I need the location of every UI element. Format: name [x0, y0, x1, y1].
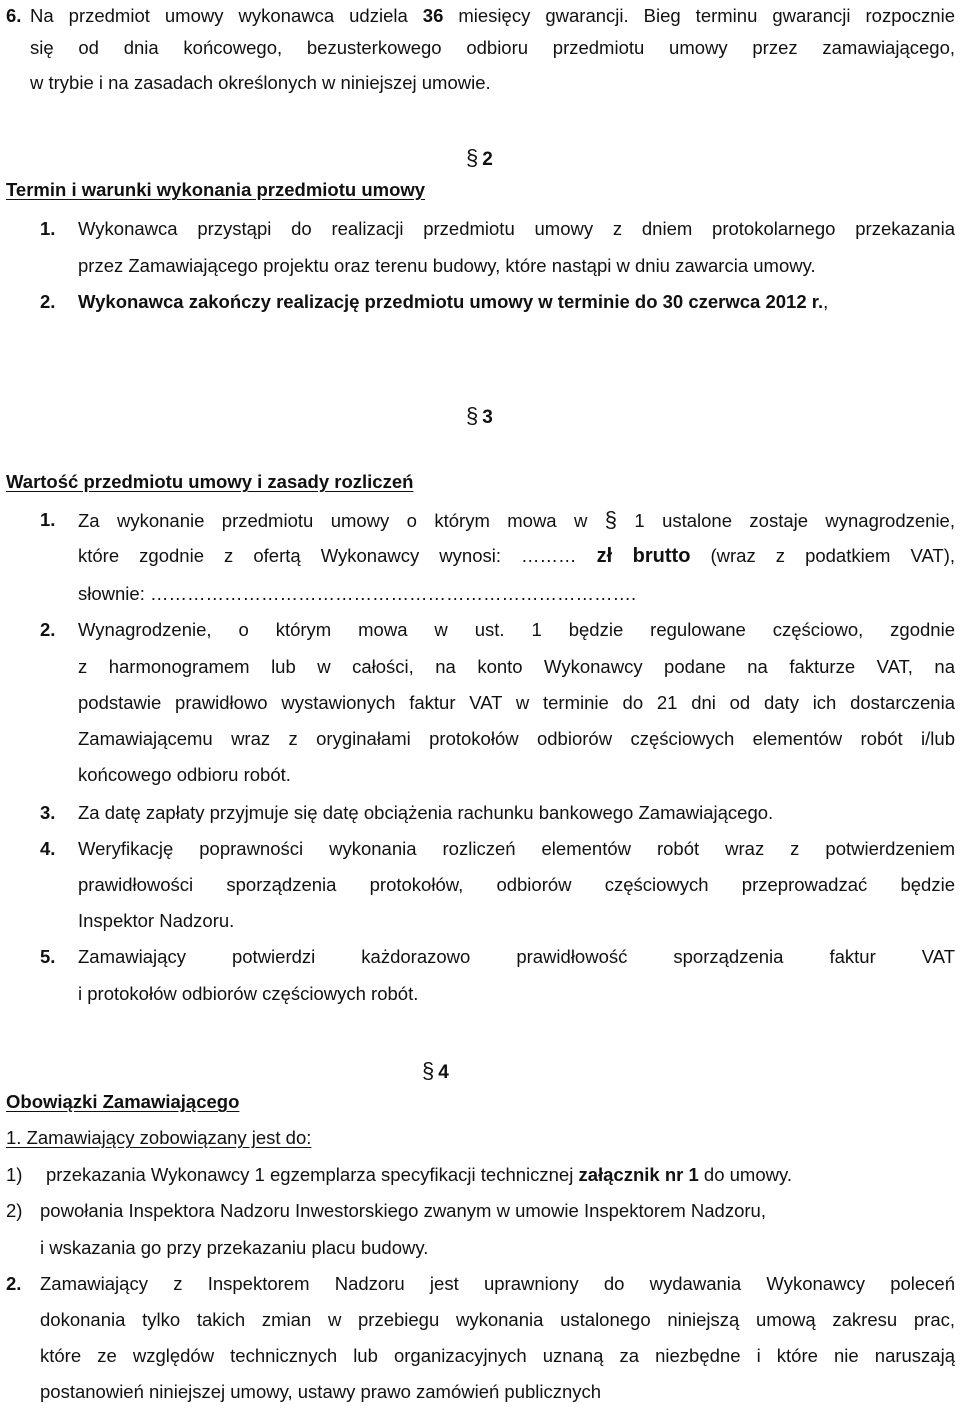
paragraph-sign: §: [604, 507, 617, 532]
section-4-list-1-number: 1): [6, 1164, 23, 1185]
section-4-item-2-number: 2.: [6, 1273, 22, 1294]
section-3-item-5-number: 5.: [40, 946, 56, 967]
section-3-item-4-line-1: Weryfikację poprawności wykonania rozliczeń elementów robót wraz z potwierdzeniem: [78, 838, 955, 859]
section-3-item-2-line-2: z harmonogramem lub w całości, na konto Wykonawcy podane na fakturze VAT, na: [78, 656, 955, 677]
section-4-number: § 4: [422, 1058, 449, 1083]
section-4-list-2-line-1: powołania Inspektora Nadzoru Inwestorskiego zwanym w umowie Inspektorem Nadzoru,: [40, 1200, 766, 1221]
attachment-reference: załącznik nr 1: [578, 1164, 699, 1185]
section-3-item-3: Za datę zapłaty przyjmuje się datę obciążenia rachunku bankowego Zamawiającego.: [78, 802, 774, 823]
section-3-item-4-line-3: Inspektor Nadzoru.: [78, 910, 235, 931]
section-2-item-1-number: 1.: [40, 218, 56, 239]
section-3-item-4-number: 4.: [40, 838, 56, 859]
section-4-list-1: przekazania Wykonawcy 1 egzemplarza specyfikacji technicznej załącznik nr 1 do umowy.: [46, 1164, 793, 1185]
gross-amount-label: zł brutto: [596, 545, 691, 567]
section-4-item-2-line-1: Zamawiający z Inspektorem Nadzoru jest uprawniony do wydawania Wykonawcy poleceń: [40, 1273, 955, 1294]
paragraph-sign: §: [422, 1058, 435, 1083]
section-3-item-5-line-1: Zamawiający potwierdzi każdorazowo prawidłowość sporządzenia faktur VAT: [78, 946, 955, 967]
section-3-item-1-number: 1.: [40, 509, 56, 530]
paragraph-sign: §: [466, 145, 479, 170]
section-3-item-2-number: 2.: [40, 619, 56, 640]
section-4-subheading: 1. Zamawiający zobowiązany jest do:: [6, 1127, 312, 1148]
warranty-months: 36: [422, 5, 444, 26]
section-4-heading: Obowiązki Zamawiającego: [6, 1091, 240, 1112]
section-3-item-3-number: 3.: [40, 802, 56, 823]
section-3-item-1-line-2: które zgodnie z ofertą Wykonawcy wynosi: ……… zł brutto (wraz z podatkiem VAT),: [78, 545, 956, 567]
section-4-item-2-line-4: postanowień niniejszej umowy, ustawy prawo zamówień publicznych: [40, 1381, 602, 1402]
section-4-item-2-line-2: dokonania tylko takich zmian w przebiegu wykonania ustalonego niniejszą umową zakresu prac,: [40, 1309, 955, 1330]
section-3-heading: Wartość przedmiotu umowy i zasady rozliczeń: [6, 471, 414, 492]
section-2-item-2: Wykonawca zakończy realizację przedmiotu umowy w terminie do 30 czerwca 2012 r.,: [78, 291, 829, 312]
section-2-number: § 2: [466, 145, 493, 170]
section-3-item-1-line-3: słownie: …………………………………………………………………….: [78, 583, 637, 604]
item-6-line-2: się od dnia końcowego, bezusterkowego odbioru przedmiotu umowy przez zamawiającego,: [30, 37, 955, 58]
item-6-number: 6.: [6, 5, 22, 26]
section-3-item-5-line-2: i protokołów odbiorów częściowych robót.: [78, 983, 419, 1004]
section-2-item-1-line-1: Wykonawca przystąpi do realizacji przedmiotu umowy z dniem protokolarnego przekazania: [78, 218, 955, 239]
section-4-list-2-line-2: i wskazania go przy przekazaniu placu budowy.: [40, 1237, 429, 1258]
section-2-item-1-line-2: przez Zamawiającego projektu oraz terenu budowy, które nastąpi w dniu zawarcia umowy.: [78, 255, 816, 276]
section-3-number: § 3: [466, 403, 493, 428]
section-3-item-2-line-1: Wynagrodzenie, o którym mowa w ust. 1 będzie regulowane częściowo, zgodnie: [78, 619, 955, 640]
section-4-item-2-line-3: które ze względów technicznych lub organizacyjnych uznaną za niezbędne i które nie naruszają: [40, 1345, 955, 1366]
item-6-line-3: w trybie i na zasadach określonych w niniejszej umowie.: [30, 72, 491, 93]
paragraph-sign: §: [466, 403, 479, 428]
section-3-item-1-line-1: Za wykonanie przedmiotu umowy o którym mowa w § 1 ustalone zostaje wynagrodzenie,: [78, 507, 955, 532]
section-2-item-2-number: 2.: [40, 291, 56, 312]
section-3-item-2-line-3: podstawie prawidłowo wystawionych faktur VAT w terminie do 21 dni od daty ich dostarczenia: [78, 692, 955, 713]
section-2-heading: Termin i warunki wykonania przedmiotu umowy: [6, 179, 426, 200]
item-6-line-1: Na przedmiot umowy wykonawca udziela 36 miesięcy gwarancji. Bieg terminu gwarancji rozpocznie: [30, 5, 955, 26]
section-4-list-2-number: 2): [6, 1200, 23, 1221]
section-3-item-2-line-4: Zamawiającemu wraz z oryginałami protokołów odbiorów częściowych elementów robót i/lub: [78, 728, 955, 749]
section-3-item-2-line-5: końcowego odbioru robót.: [78, 764, 291, 785]
section-3-item-4-line-2: prawidłowości sporządzenia protokołów, odbiorów częściowych przeprowadzać będzie: [78, 874, 955, 895]
